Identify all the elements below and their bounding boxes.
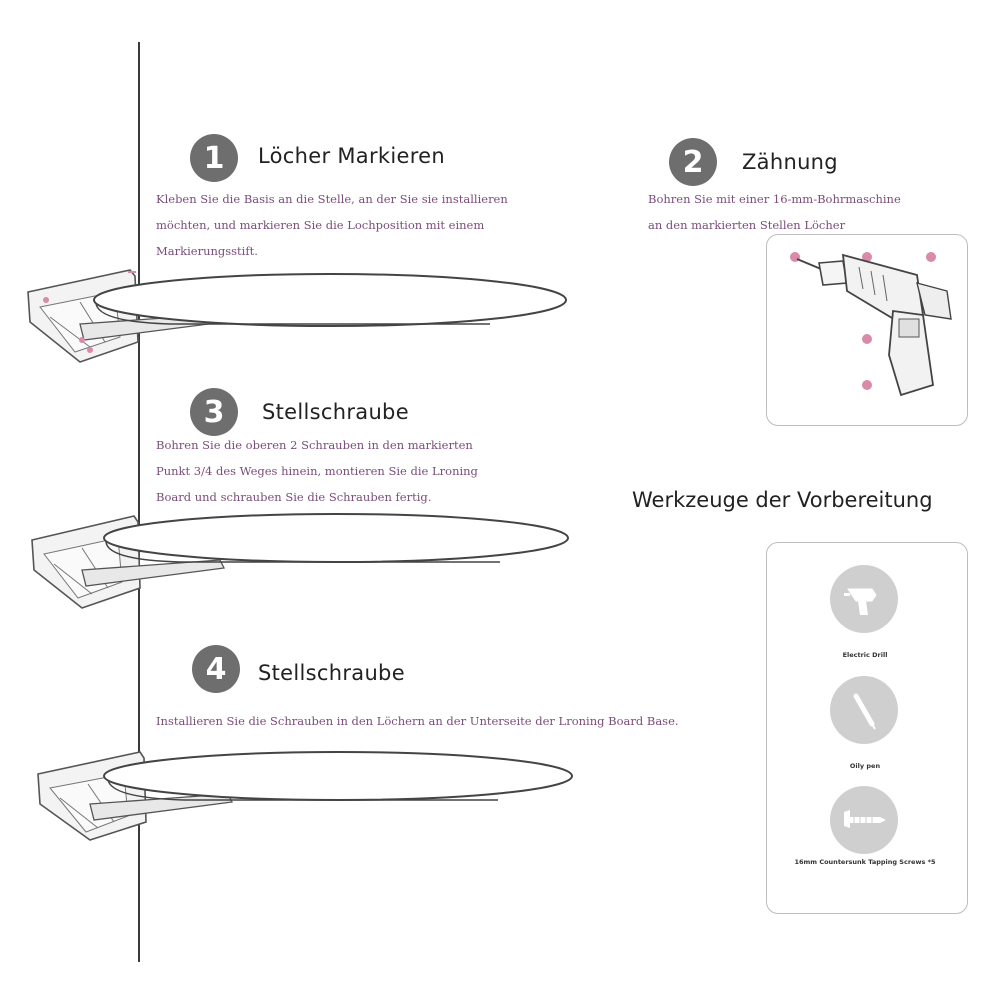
step-2-description [648,186,901,238]
ironing-board-step-4 [28,744,588,844]
step-4-description [156,708,679,734]
step-1-description-line: Kleben Sie die Basis an die Stelle, an der Sie sie installieren [156,192,508,206]
ironing-board-step-3 [20,506,580,616]
step-2-description-line: an den markierten Stellen Löcher [648,218,846,232]
step-3-title: Stellschraube [262,400,409,424]
step-2-badge: 2 [669,138,717,186]
mark-dot [43,297,49,303]
step-3-description-line: Punkt 3/4 des Weges hinein, montieren Sie die Lroning [156,464,478,478]
tools-title: Werkzeuge der Vorbereitung [632,488,933,512]
step-1-description [156,186,508,264]
step-1-badge: 1 [190,134,238,182]
ironing-board-step-1 [20,262,580,372]
step-2-description-line: Bohren Sie mit einer 16-mm-Bohrmaschine [648,192,901,206]
step-1-title: Löcher Markieren [258,144,446,168]
step-3-badge: 3 [190,388,238,436]
mark-dot [79,337,85,343]
drill-illustration-panel [766,234,968,426]
step-1-description-line: möchten, und markieren Sie die Lochposition mit einem [156,218,485,232]
step-3-description-line: Bohren Sie die oberen 2 Schrauben in den markierten [156,438,473,452]
electric-drill-icon [830,565,898,633]
pen-icon [830,676,898,744]
step-2-title: Zähnung [742,150,838,174]
step-3-description-line: Board und schrauben Sie die Schrauben fertig. [156,490,432,504]
tool-label-screws: 16mm Countersunk Tapping Screws *5 [794,858,936,866]
mark-dot [87,347,93,353]
tool-label-electric-drill: Electric Drill [842,651,888,659]
electric-drill-icon [767,235,967,425]
step-3-description [156,432,478,510]
step-4-title: Stellschraube [258,661,405,685]
tool-label-oily-pen: Oily pen [849,762,881,770]
step-4-badge: 4 [192,645,240,693]
screw-icon [830,786,898,854]
step-4-description-line: Installieren Sie die Schrauben in den Löchern an der Unterseite der Lroning Board Base. [156,714,679,728]
step-1-description-line: Markierungsstift. [156,244,258,258]
